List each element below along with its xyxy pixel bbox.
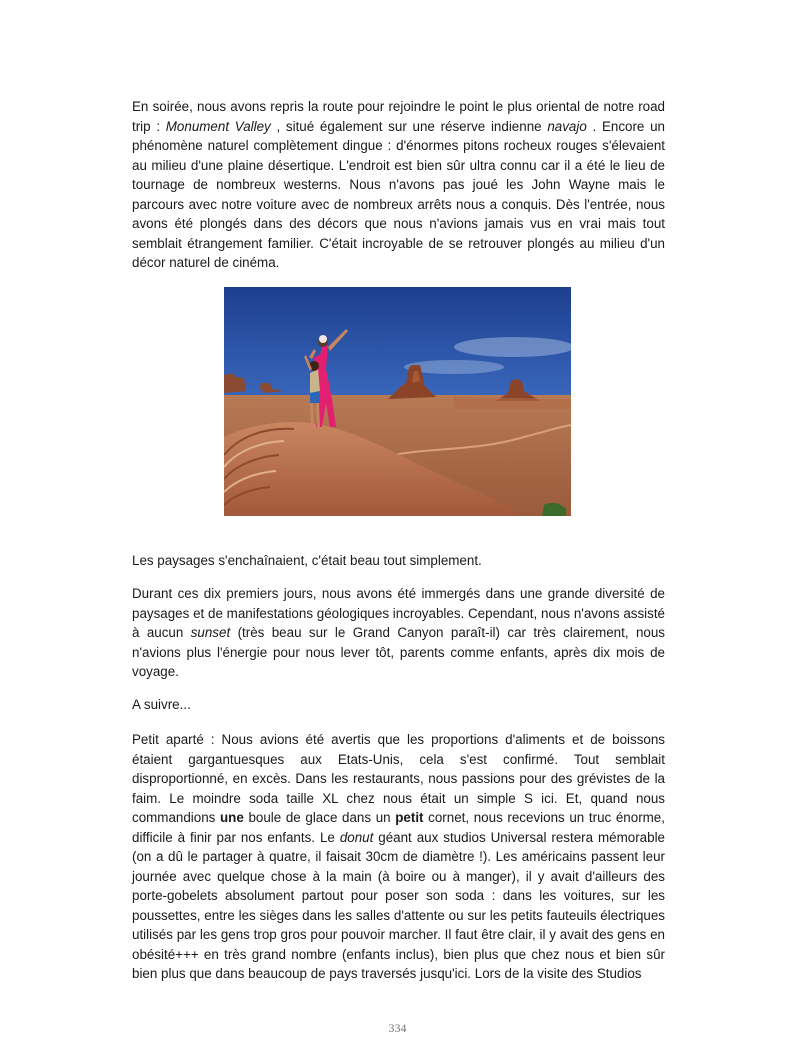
- page-number: 334: [388, 1021, 407, 1035]
- text-run: boule de glace dans un: [243, 810, 396, 825]
- italic-navajo: navajo: [547, 118, 587, 134]
- text-run: En soirée, nous avons repris la route pour rejoindre le point le plus oriental de notre road trip :: [132, 99, 665, 134]
- paragraph-paysages: Les paysages s'enchaînaient, c'était beau tout simplement.: [132, 553, 482, 568]
- text-run: , situé également sur une réserve indienne: [270, 118, 548, 134]
- paragraph-petit-aparte: [132, 730, 665, 984]
- text-run: Durant ces dix premiers jours, nous avons été immergés dans une grande diversité de paysages et de manifestations géologiques incroyables. Cependant, nous n'avons assisté à aucun: [132, 586, 665, 640]
- italic-sunset: sunset: [190, 625, 231, 640]
- text-run: . Encore un phénomène naturel complètement dingue : d'énormes pitons rocheux rouges s'élevaient au milieu d'une plaine désertique. L'endroit est bien sûr ultra connu car il a été le lieu de tournage de nombreux westerns. Nous n'avons pas joué les John Wayne mais le parcours avec notre voiture avec de nombreux arrêts nous a conquis. Dès l'entrée, nous avons été plongés dans des décors que nous n'avions jamais vus en vrai mais tout semblait étrangement familier. C'était incroyable de se retrouver plongés au milieu d'un décor naturel de cinéma.: [132, 118, 665, 270]
- text-run: (très beau sur le Grand Canyon paraît-il) car très clairement, nous n'avions plus l'énergie pour nous lever tôt, parents comme enfants, après dix mois de voyage.: [132, 625, 665, 679]
- paragraph-a-suivre: A suivre...: [132, 697, 191, 712]
- text-run: cornet, nous recevions un truc énorme, difficile à finir par nos enfants. Le: [132, 810, 665, 845]
- bold-une: une: [220, 810, 244, 825]
- italic-donut: donut: [339, 829, 374, 845]
- bold-petit: petit: [395, 810, 424, 825]
- monument-valley-photo: [224, 287, 571, 516]
- text-run: géant aux studios Universal restera mémorable (on a dû le partager à quatre, il faisait 30cm de diamètre !). Les américains passent leur journée avec quelque chose à la main (à boire ou à manger), il y avait d'ailleurs des porte-gobelets absolument partout pour poser son soda : dans les voitures, sur les poussettes, entre les sièges dans les salles d'attente ou sur les petits fauteuils électriques utilisés par les gens trop gros pour pouvoir marcher. Il faut être clair, il y avait des gens en obésité+++ en très grand nombre (enfants inclus), bien plus que chez nous et bien sûr bien plus que dans beaucoup de pays traversés jusqu'ici. Lors de la visite des Studios: [132, 829, 665, 981]
- paragraph-monument-valley: [132, 97, 665, 273]
- photo-illustration: [224, 287, 571, 516]
- text-run: Petit aparté : Nous avions été avertis que les proportions d'aliments et de boissons étaient gargantuesques aux Etats-Unis, cela s'est confirmé. Tout semblait disproportionné, en excès. Dans les restaurants, nous passions pour des grévistes de la faim. Le moindre soda taille XL chez nous était un simple S ici. Et, quand nous commandions: [132, 732, 665, 825]
- paragraph-dix-premiers-jours: [132, 584, 665, 682]
- italic-monument-valley: Monument Valley: [165, 118, 271, 134]
